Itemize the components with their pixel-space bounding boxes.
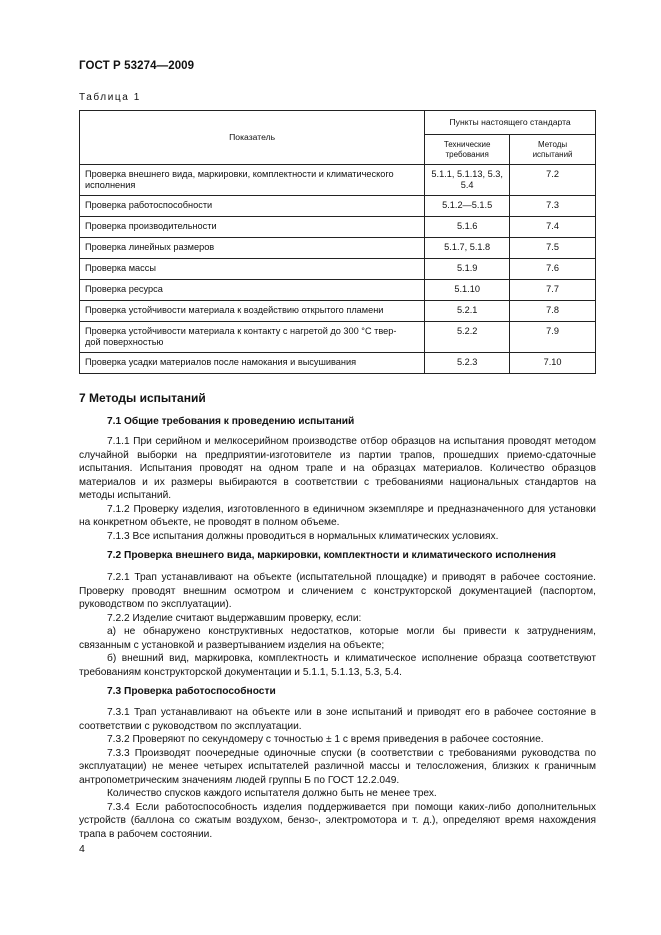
cell-tech: 5.1.2—5.1.5 [425,196,510,217]
cell-method: 7.9 [510,322,596,353]
cell-tech: 5.1.1, 5.1.13, 5.3, 5.4 [425,165,510,196]
section-7-3-body [79,706,596,841]
header-tech-line-2: требования [445,149,489,159]
table-caption: Таблица 1 [79,92,141,103]
table-row [80,280,596,301]
cell-tech: 5.1.6 [425,217,510,238]
section-7-1-body [79,435,596,543]
paragraph-7-1-2: 7.1.2 Проверку изделия, изготовленного в единичном экземпляре и предназначенного для установки на конкретном объекте, не проводят в полном объеме. [79,503,596,528]
paragraph-7-1-1: 7.1.1 При серийном и мелкосерийном производстве отбор образцов на испытания проводят методом случайной выборки на предприятии-изготовителе из партии трапов, прошедших приемо-сдаточные испытания. Испытания проводят на одном трапе и на образцах материалов. Количество образцов материалов и их размеры выбираются в соответствии с требованиями национальных стандартов на методы испытаний. [79,436,596,501]
paragraph-7-2-2: 7.2.2 Изделие считают выдержавшим проверку, если: [107,612,362,624]
cell-method: 7.8 [510,301,596,322]
cell-indicator: Проверка линейных размеров [80,238,425,259]
paragraph-7-3-4: 7.3.4 Если работоспособность изделия поддерживается при помощи каких-либо дополнительных устройств (баллона со сжатым воздухом, бензо-, электромотора и т. д.), определяют время нахождения трапа в рабочем состоянии. [79,801,596,840]
table-row [80,301,596,322]
cell-tech: 5.2.1 [425,301,510,322]
header-indicator: Показатель [80,111,425,165]
cell-indicator: Проверка внешнего вида, маркировки, комплектности и климатического исполнения [80,165,425,196]
page-number: 4 [79,843,85,855]
paragraph-7-2-1: 7.2.1 Трап устанавливают на объекте (испытательной площадке) и приводят в рабочее состояние. Проверку проводят внешним осмотром и сличением с конструкторской документацией (паспортом, руководством по эксплуатации). [79,572,596,610]
cell-indicator: Проверка устойчивости материала к контакту с нагретой до 300 °С твер- дой поверхностью [80,322,425,353]
paragraph-7-3-3-count: Количество спусков каждого испытателя должно быть не менее трех. [107,788,437,799]
header-test-methods [510,135,596,165]
header-tech-requirements [425,135,510,165]
header-methods-line-2: испытаний [532,149,573,159]
paragraph-7-3-1: 7.3.1 Трап устанавливают на объекте или в зоне испытаний и приводят его в рабочее состояние в соответствии с руководством по эксплуатации. [79,707,596,732]
header-tech-line-1: Технические [443,139,491,149]
paragraph-7-3-2: 7.3.2 Проверяют по секундомеру с точностью ± 1 с время приведения в рабочее состояние. [107,734,544,745]
cell-indicator: Проверка устойчивости материала к воздействию открытого пламени [80,301,425,322]
cell-method: 7.2 [510,165,596,196]
paragraph-7-2-2-a: а) не обнаружено конструктивных недостатков, которые могли бы привести к затруднениям, связанным с установкой и развертыванием изделия на объекте; [79,626,596,651]
paragraph-7-2-2-b: б) внешний вид, маркировка, комплектность и климатическое исполнение образца соответствуют требованиям конструкторской документации и 5.1.1, 5.1.13, 5.3, 5.4. [79,653,596,678]
section-7-1-title: 7.1 Общие требования к проведению испытаний [107,416,355,427]
cell-tech: 5.2.3 [425,353,510,374]
cell-tech: 5.1.9 [425,259,510,280]
header-standard-clauses: Пункты настоящего стандарта [425,111,596,135]
cell-indicator: Проверка усадки материалов после намокания и высушивания [80,353,425,374]
section-7-2-title: 7.2 Проверка внешнего вида, маркировки, комплектности и климатического исполнения [107,550,556,561]
table-row [80,217,596,238]
cell-indicator: Проверка ресурса [80,280,425,301]
header-methods-line-1: Методы [537,139,568,149]
table-row [80,196,596,217]
cell-indicator: Проверка массы [80,259,425,280]
cell-tech: 5.1.10 [425,280,510,301]
cell-method: 7.10 [510,353,596,374]
cell-method: 7.5 [510,238,596,259]
document-header: ГОСТ Р 53274—2009 [79,60,195,72]
requirements-table [79,110,596,374]
table-row [80,259,596,280]
cell-indicator: Проверка работоспособности [80,196,425,217]
cell-method: 7.6 [510,259,596,280]
table-row [80,322,596,353]
paragraph-7-3-3: 7.3.3 Производят поочередные одиночные спуски (в соответствии с требованиями руководства по эксплуатации) не менее четырех испытателей различной массы и телосложения, близких к граничным антропометрическим значениям людей группы Б по ГОСТ 12.2.049. [79,747,596,786]
table-row [80,165,596,196]
table-row [80,353,596,374]
cell-method: 7.7 [510,280,596,301]
cell-method: 7.4 [510,217,596,238]
section-7-2-body [79,571,596,679]
section-7-title: 7 Методы испытаний [79,391,206,405]
cell-indicator: Проверка производительности [80,217,425,238]
paragraph-7-1-3: 7.1.3 Все испытания должны проводиться в нормальных климатических условиях. [107,530,499,542]
section-7-3-title: 7.3 Проверка работоспособности [107,686,276,697]
cell-tech: 5.1.7, 5.1.8 [425,238,510,259]
cell-method: 7.3 [510,196,596,217]
table-row [80,238,596,259]
cell-tech: 5.2.2 [425,322,510,353]
